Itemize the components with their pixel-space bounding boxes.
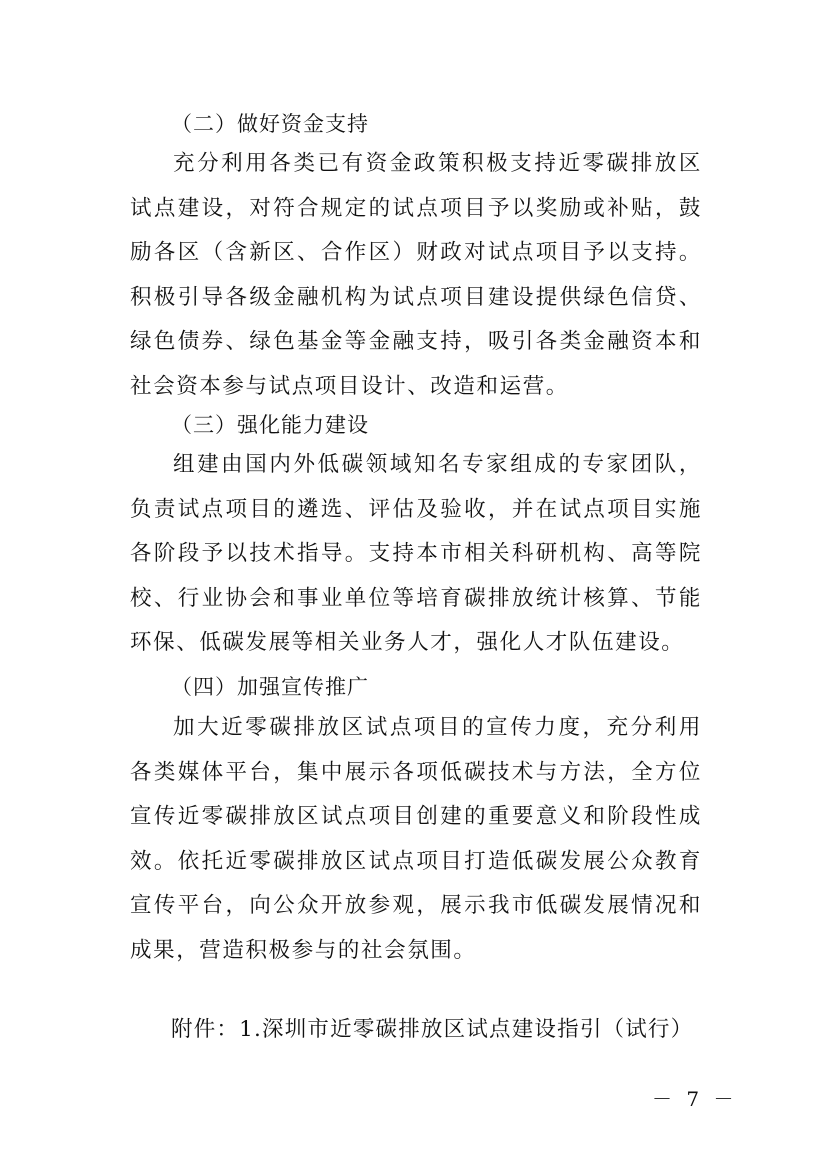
section-heading-capacity: （三）强化能力建设	[171, 413, 369, 437]
page-number: － 7 －	[652, 1087, 738, 1111]
section-heading-funding: （二）做好资金支持	[171, 112, 369, 136]
section-heading-promotion: （四）加强宣传推广	[171, 675, 369, 699]
section-body-funding: 充分利用各类已有资金政策积极支持近零碳排放区试点建设，对符合规定的试点项目予以奖励或补贴，鼓励各区（含新区、合作区）财政对试点项目予以支持。积极引导各级金融机构为试点项目建设提供绿色信贷、绿色债券、绿色基金等金融支持，吸引各类金融资本和社会资本参与试点项目设计、改造和运营。	[130, 151, 702, 399]
section-body-capacity: 组建由国内外低碳领域知名专家组成的专家团队，负责试点项目的遴选、评估及验收，并在试点项目实施各阶段予以技术指导。支持本市相关科研机构、高等院校、行业协会和事业单位等培育碳排放统计核算、节能环保、低碳发展等相关业务人才，强化人才队伍建设。	[130, 452, 702, 655]
section-body-promotion: 加大近零碳排放区试点项目的宣传力度，充分利用各类媒体平台，集中展示各项低碳技术与方法，全方位宣传近零碳排放区试点项目创建的重要意义和阶段性成效。依托近零碳排放区试点项目打造低碳发展公众教育宣传平台，向公众开放参观，展示我市低碳发展情况和成果，营造积极参与的社会氛围。	[130, 715, 702, 963]
attachment-line: 附件：1.深圳市近零碳排放区试点建设指引（试行）	[171, 1017, 694, 1042]
